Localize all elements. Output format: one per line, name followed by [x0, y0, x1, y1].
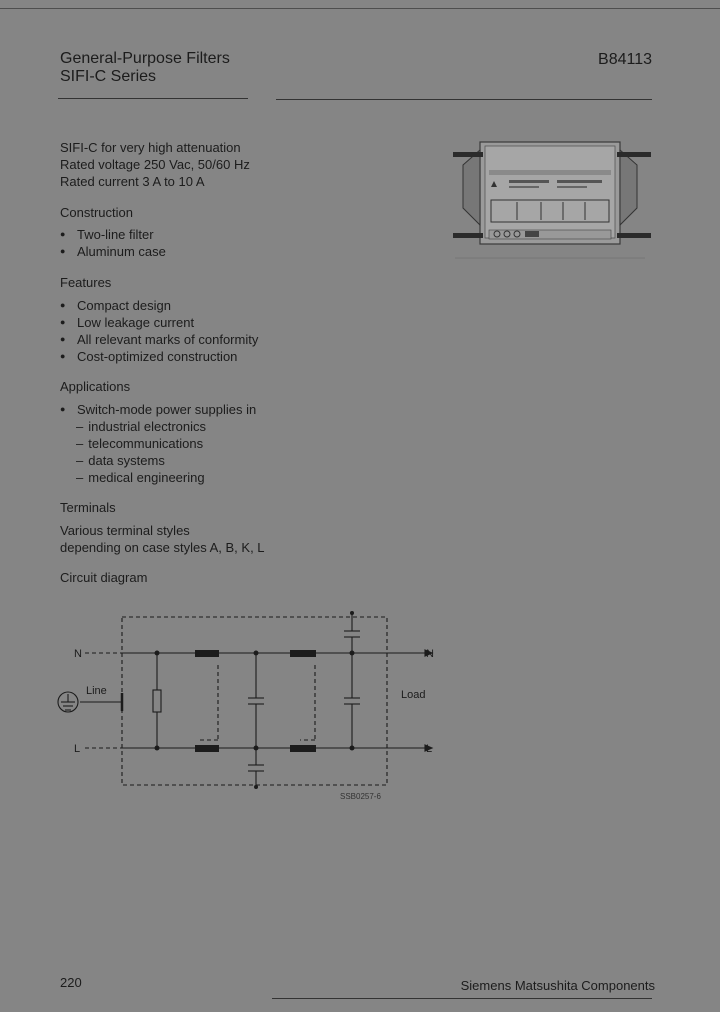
- terminals-heading: Terminals: [60, 500, 116, 515]
- label-n-right: N: [426, 648, 434, 660]
- features-heading: Features: [60, 275, 112, 290]
- list-item: ● Two-line filter: [60, 227, 154, 242]
- label-n-left: N: [74, 648, 82, 660]
- circuit-heading: Circuit diagram: [60, 570, 148, 585]
- label-line: Line: [86, 685, 107, 697]
- page-number: 220: [60, 975, 82, 990]
- label-load: Load: [401, 689, 426, 701]
- header-rule-right: [276, 99, 652, 100]
- terminals-text: depending on case styles A, B, K, L: [60, 540, 265, 555]
- company-name: Siemens Matsushita Components: [460, 978, 655, 993]
- top-scan-rule: [0, 8, 720, 9]
- label-l-left: L: [74, 743, 81, 755]
- choke-1-n: [195, 650, 219, 657]
- spec-voltage: Rated voltage 250 Vac, 50/60 Hz: [60, 157, 250, 172]
- page-title: General-Purpose Filters: [60, 50, 230, 67]
- list-item: ● Aluminum case: [60, 244, 166, 259]
- list-item: ● Low leakage current: [60, 315, 194, 330]
- filter-product-photo: [445, 130, 660, 265]
- list-item: ● Cost-optimized construction: [60, 349, 237, 364]
- series-title: SIFI-C Series: [60, 68, 157, 85]
- circuit-diagram: [50, 605, 450, 805]
- terminals-text: Various terminal styles: [60, 523, 190, 538]
- choke-2-l: [290, 745, 316, 752]
- list-item: ● Switch-mode power supplies in: [60, 402, 256, 417]
- spec-attenuation: SIFI-C for very high attenuation: [60, 140, 241, 155]
- sub-list-item: – medical engineering: [76, 470, 205, 485]
- sub-list-item: – data systems: [76, 453, 165, 468]
- spec-current: Rated current 3 A to 10 A: [60, 174, 205, 189]
- applications-heading: Applications: [60, 379, 131, 394]
- list-item: ● All relevant marks of conformity: [60, 332, 258, 347]
- sub-list-item: – telecommunications: [76, 436, 203, 451]
- header-rule-left: [58, 98, 248, 99]
- choke-1-l: [195, 745, 219, 752]
- label-l-right: L: [426, 743, 433, 755]
- construction-heading: Construction: [60, 205, 133, 220]
- enclosure-outline: [122, 617, 387, 785]
- figure-code: SSB0257-6: [340, 792, 381, 801]
- choke-2-n: [290, 650, 316, 657]
- list-item: ● Compact design: [60, 298, 171, 313]
- part-number: B84113: [598, 51, 652, 68]
- footer-rule: [272, 998, 652, 999]
- sub-list-item: – industrial electronics: [76, 419, 206, 434]
